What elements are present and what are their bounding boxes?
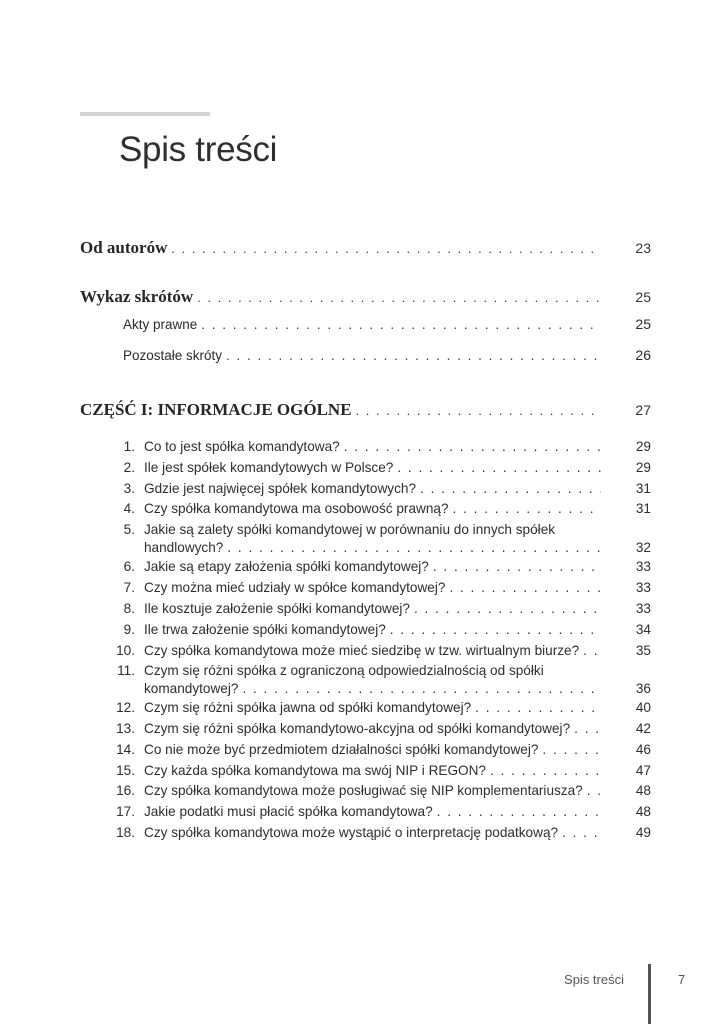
toc-item[interactable] <box>108 500 651 518</box>
item-text: Co nie może być przedmiotem działalności spółki komandytowej? <box>144 742 539 757</box>
toc-item[interactable] <box>108 762 651 780</box>
top-rule <box>80 112 210 116</box>
item-number: 18. <box>116 825 135 840</box>
section-label: Wykaz skrótów <box>80 287 194 306</box>
item-number: 12. <box>116 700 135 715</box>
item-number: 4. <box>123 501 135 516</box>
toc-item[interactable] <box>108 699 651 717</box>
item-page: 31 <box>635 501 651 516</box>
toc-item[interactable] <box>108 600 651 618</box>
section-page: 27 <box>635 402 651 418</box>
leader-dots <box>558 824 601 842</box>
page-title: Spis treści <box>119 130 278 169</box>
item-number: 5. <box>123 522 135 537</box>
section-page: 25 <box>635 289 651 305</box>
leader-dots <box>223 539 601 557</box>
subsection-label: Pozostałe skróty <box>123 348 223 363</box>
leader-dots <box>486 762 601 780</box>
item-text: Co to jest spółka komandytowa? <box>144 439 340 454</box>
item-page: 33 <box>635 559 651 574</box>
item-text: Jakie podatki musi płacić spółka komandytowa? <box>144 804 433 819</box>
item-text: Ile kosztuje założenie spółki komandytowej? <box>144 601 410 616</box>
toc-item[interactable] <box>108 521 651 557</box>
item-page: 33 <box>635 580 651 595</box>
item-line <box>144 500 651 518</box>
item-number: 15. <box>116 763 135 778</box>
item-number: 7. <box>123 580 135 595</box>
item-page: 36 <box>635 681 651 696</box>
item-page: 33 <box>635 601 651 616</box>
item-page: 48 <box>635 804 651 819</box>
item-text: Gdzie jest najwięcej spółek komandytowych? <box>144 481 417 496</box>
leader-dots <box>538 741 601 759</box>
leader-dots <box>416 480 601 498</box>
footer-divider <box>648 964 651 1024</box>
item-text: Ile trwa założenie spółki komandytowej? <box>144 622 386 637</box>
item-page: 35 <box>635 643 651 658</box>
item-number: 9. <box>123 622 135 637</box>
leader-dots <box>471 699 601 717</box>
leader-dots <box>222 348 601 363</box>
toc-item[interactable] <box>108 438 651 456</box>
leader-dots <box>410 600 601 618</box>
subsection-page: 26 <box>635 347 651 363</box>
item-number: 1. <box>123 439 135 454</box>
toc-item[interactable] <box>108 720 651 738</box>
item-line <box>144 558 651 576</box>
item-text: Czym się różni spółka komandytowo-akcyjna od spółki komandytowej? <box>144 721 571 736</box>
item-line <box>144 579 651 597</box>
item-text: Czy każda spółka komandytowa ma swój NIP i REGON? <box>144 763 486 778</box>
item-number: 10. <box>116 643 135 658</box>
item-text: komandytowej? <box>144 681 239 696</box>
toc-section-od-autorow[interactable] <box>80 238 651 258</box>
item-page: 42 <box>635 721 651 736</box>
item-line <box>144 600 651 618</box>
leader-dots <box>393 459 601 477</box>
item-text: Jakie są etapy założenia spółki komandytowej? <box>144 559 429 574</box>
item-line <box>144 720 651 738</box>
leader-dots <box>579 642 601 660</box>
item-line <box>144 642 651 660</box>
item-line <box>144 699 651 717</box>
toc-item[interactable] <box>108 662 651 698</box>
section-page: 23 <box>635 240 651 256</box>
section-label: CZĘŚĆ I: INFORMACJE OGÓLNE <box>80 400 352 419</box>
item-line <box>144 741 651 759</box>
running-title: Spis treści <box>564 972 624 987</box>
item-number: 11. <box>117 663 135 678</box>
item-number: 17. <box>116 804 135 819</box>
toc-subsection-akty-prawne[interactable] <box>123 316 651 332</box>
toc-item[interactable] <box>108 741 651 759</box>
section-label: Od autorów <box>80 238 168 257</box>
item-line <box>144 621 651 639</box>
item-page: 46 <box>635 742 651 757</box>
item-number: 14. <box>116 742 135 757</box>
item-line <box>144 438 651 456</box>
leader-dots <box>386 621 601 639</box>
item-number: 8. <box>123 601 135 616</box>
item-text: Ile jest spółek komandytowych w Polsce? <box>144 460 394 475</box>
item-page: 47 <box>635 763 651 778</box>
leader-dots <box>193 290 601 305</box>
item-page: 48 <box>635 783 651 798</box>
leader-dots <box>167 241 601 256</box>
item-text: Czy spółka komandytowa ma osobowość prawną? <box>144 501 449 516</box>
item-text-line1: Jakie są zalety spółki komandytowej w porównaniu do innych spółek <box>144 522 556 537</box>
leader-dots <box>570 720 601 738</box>
toc-item[interactable] <box>108 459 651 477</box>
item-line <box>144 803 651 821</box>
item-text: Czy spółka komandytowa może mieć siedzibę w tzw. wirtualnym biurze? <box>144 643 580 658</box>
item-page: 49 <box>635 825 651 840</box>
item-line <box>144 539 651 557</box>
item-page: 40 <box>635 700 651 715</box>
leader-dots <box>449 500 602 518</box>
item-page: 29 <box>635 439 651 454</box>
item-line <box>144 824 651 842</box>
leader-dots <box>583 782 601 800</box>
page-number: 7 <box>678 972 686 987</box>
item-number: 16. <box>116 783 135 798</box>
toc-item[interactable] <box>108 621 651 639</box>
subsection-page: 25 <box>635 316 651 332</box>
toc-section-wykaz-skrotow[interactable] <box>80 287 651 307</box>
item-text: Czy spółka komandytowa może wystąpić o interpretację podatkową? <box>144 825 559 840</box>
item-text: Czy spółka komandytowa może posługiwać się NIP komplementariusza? <box>144 783 583 798</box>
item-line <box>144 680 651 698</box>
toc-item[interactable] <box>108 824 651 842</box>
leader-dots <box>445 579 601 597</box>
leader-dots <box>340 438 601 456</box>
item-page: 32 <box>635 540 651 555</box>
toc-item[interactable] <box>108 782 651 800</box>
item-text-line1: Czym się różni spółka z ograniczoną odpowiedzialnością od spółki <box>144 663 544 678</box>
leader-dots <box>429 558 601 576</box>
item-line <box>144 480 651 498</box>
toc-item[interactable] <box>108 480 651 498</box>
item-line <box>144 762 651 780</box>
toc-item[interactable] <box>108 803 651 821</box>
item-number: 3. <box>123 481 135 496</box>
item-line <box>144 782 651 800</box>
item-number: 6. <box>123 559 135 574</box>
toc-item[interactable] <box>108 558 651 576</box>
toc-subsection-pozostale-skroty[interactable] <box>123 347 651 363</box>
leader-dots <box>197 317 601 332</box>
leader-dots <box>433 803 601 821</box>
item-page: 34 <box>635 622 651 637</box>
item-text: Czy można mieć udziały w spółce komandytowej? <box>144 580 446 595</box>
item-text: Czym się różni spółka jawna od spółki komandytowej? <box>144 700 472 715</box>
item-number: 2. <box>123 460 135 475</box>
leader-dots <box>352 403 601 418</box>
toc-item[interactable] <box>108 579 651 597</box>
leader-dots <box>238 680 601 698</box>
subsection-label: Akty prawne <box>123 317 198 332</box>
item-page: 31 <box>635 481 651 496</box>
item-line <box>144 459 651 477</box>
item-page: 29 <box>635 460 651 475</box>
toc-section-czesc-i[interactable] <box>80 400 651 420</box>
item-number: 13. <box>116 721 135 736</box>
item-text: handlowych? <box>144 540 224 555</box>
toc-item[interactable] <box>108 642 651 660</box>
